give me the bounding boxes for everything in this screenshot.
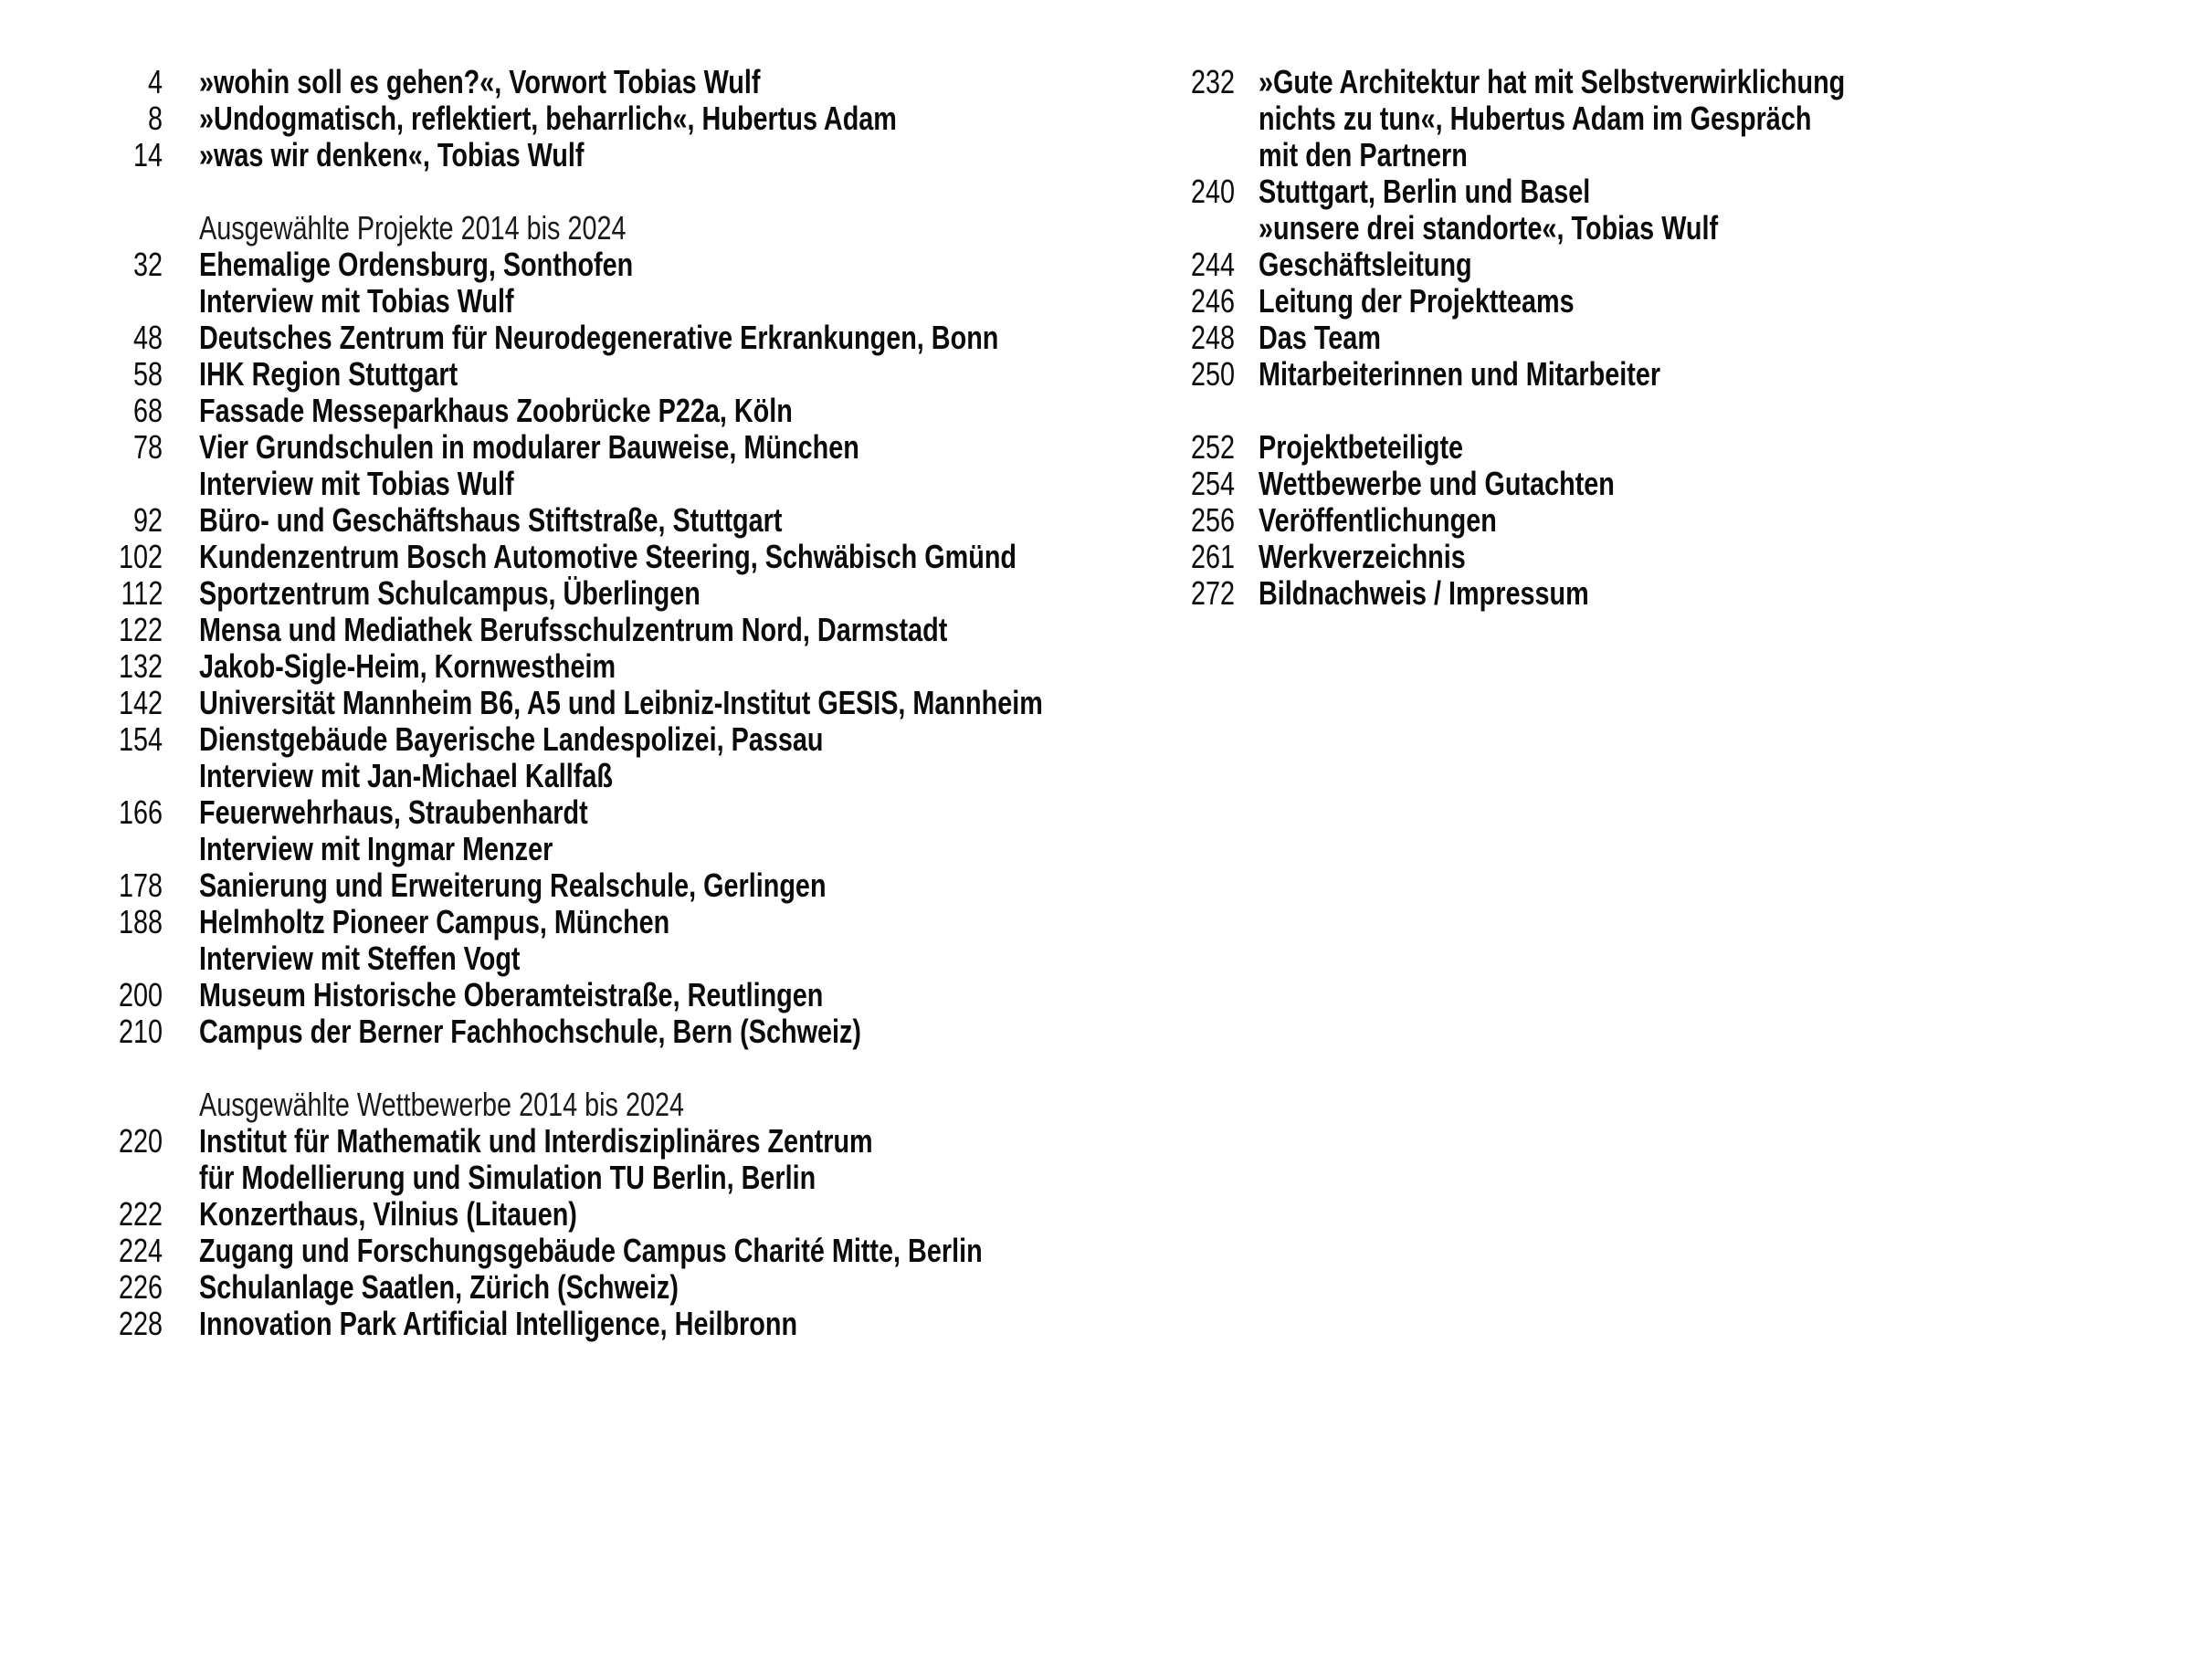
page-number-text: 48 xyxy=(132,319,163,356)
entry-title-text: Jakob-Sigle-Heim, Kornwestheim xyxy=(199,647,616,685)
page-number-text: 252 xyxy=(1190,428,1235,466)
toc-entry-continuation-line xyxy=(0,210,2191,247)
entry-title xyxy=(199,904,787,940)
page-number-text: 78 xyxy=(132,428,163,466)
page-number-text: 222 xyxy=(118,1195,163,1233)
toc-entry-line xyxy=(0,173,2191,210)
section-header-label-text: Ausgewählte Projekte 2014 bis 2024 xyxy=(199,209,627,247)
page-number xyxy=(0,1196,163,1233)
entry-title xyxy=(1259,539,1517,575)
entry-continuation xyxy=(199,758,716,794)
entry-title-text: Das Team xyxy=(1259,319,1381,356)
page-number xyxy=(0,721,163,758)
toc-entry-continuation-line xyxy=(0,1160,2191,1196)
entry-title-text: »Undogmatisch, reflektiert, beharrlich«, Hubertus Adam xyxy=(199,100,897,137)
page-number xyxy=(0,1233,163,1269)
entry-title-text: Mitarbeiterinnen und Mitarbeiter xyxy=(1259,355,1661,393)
entry-title xyxy=(199,1013,1027,1050)
page-number-text: 142 xyxy=(118,684,163,721)
page-number xyxy=(0,1123,163,1160)
toc-entry-line xyxy=(0,429,2191,466)
page-number-text: 92 xyxy=(132,501,163,539)
toc-entry-line xyxy=(0,721,2191,758)
toc-entry-continuation-line xyxy=(0,100,2191,137)
toc-entry-line xyxy=(0,283,2191,320)
page-number-text: 68 xyxy=(132,392,163,429)
entry-title-text: Vier Grundschulen in modularer Bauweise, München xyxy=(199,428,859,466)
entry-title xyxy=(1259,320,1411,356)
toc-gap xyxy=(0,393,2191,429)
entry-title-text: Bildnachweis / Impressum xyxy=(1259,574,1589,612)
toc-gap xyxy=(0,1050,2191,1087)
page-number xyxy=(1114,575,1235,612)
page-number-text: 248 xyxy=(1190,319,1235,356)
entry-title xyxy=(199,648,720,685)
entry-title xyxy=(1259,466,1703,502)
entry-title xyxy=(1259,283,1653,320)
page-number-text: 261 xyxy=(1190,538,1235,575)
page-number xyxy=(1114,173,1235,210)
page-number xyxy=(0,648,163,685)
page-number xyxy=(1114,283,1235,320)
page-number-text: 254 xyxy=(1190,465,1235,502)
entry-title-text: Feuerwehrhaus, Straubenhardt xyxy=(199,793,588,831)
page-number-text: 240 xyxy=(1190,173,1235,210)
entry-title xyxy=(199,685,1254,721)
toc-entry-line xyxy=(0,1013,2191,1050)
page-number-text: 256 xyxy=(1190,501,1235,539)
entry-title-text: Sportzentrum Schulcampus, Überlingen xyxy=(199,574,700,612)
entry-title-text: Büro- und Geschäftshaus Stiftstraße, Stuttgart xyxy=(199,501,783,539)
entry-title-text: Stuttgart, Berlin und Basel xyxy=(1259,173,1591,210)
entry-title xyxy=(1259,173,1673,210)
entry-title-text: Sanierung und Erweiterung Realschule, Gerlingen xyxy=(199,866,827,904)
toc-entry-line xyxy=(0,867,2191,904)
page-number xyxy=(0,1013,163,1050)
entry-continuation-text: nichts zu tun«, Hubertus Adam im Gespräch xyxy=(1259,100,1812,137)
entry-title-text: Campus der Berner Fachhochschule, Bern (Schweiz) xyxy=(199,1013,861,1050)
page-number-text: 32 xyxy=(132,246,163,283)
page-number xyxy=(1114,466,1235,502)
page-number xyxy=(0,794,163,831)
toc-entry-line xyxy=(0,977,2191,1013)
page-number xyxy=(0,977,163,1013)
entry-title xyxy=(1259,64,1992,100)
page-number-text: 200 xyxy=(118,976,163,1013)
page-number xyxy=(0,1269,163,1306)
page-number xyxy=(1114,247,1235,283)
entry-title-text: Leitung der Projektteams xyxy=(1259,282,1575,320)
entry-title xyxy=(1259,247,1525,283)
page-number-text: 224 xyxy=(118,1232,163,1269)
entry-title-text: Werkverzeichnis xyxy=(1259,538,1466,575)
section-header-label xyxy=(199,1087,806,1123)
entry-continuation-text: für Modellierung und Simulation TU Berlin, Berlin xyxy=(199,1159,816,1196)
toc-entry-line xyxy=(0,648,2191,685)
page-number xyxy=(1114,502,1235,539)
page-number xyxy=(0,904,163,940)
page-number xyxy=(0,867,163,904)
entry-continuation xyxy=(1259,137,1520,173)
toc-entry-line xyxy=(0,612,2191,648)
page-number-text: 250 xyxy=(1190,355,1235,393)
toc-entry-continuation-line xyxy=(0,137,2191,173)
entry-title-text: Ehemalige Ordensburg, Sonthofen xyxy=(199,246,634,283)
section-header-label-text: Ausgewählte Wettbewerbe 2014 bis 2024 xyxy=(199,1086,685,1123)
page-number-text: 246 xyxy=(1190,282,1235,320)
entry-title-text: »was wir denken«, Tobias Wulf xyxy=(199,136,585,173)
entry-continuation-text: Interview mit Jan-Michael Kallfaß xyxy=(199,757,613,794)
entry-continuation-text: Interview mit Ingmar Menzer xyxy=(199,830,553,867)
toc-entry-line xyxy=(0,794,2191,831)
entry-continuation-text: »unsere drei standorte«, Tobias Wulf xyxy=(1259,209,1719,247)
toc-entry-line xyxy=(0,1233,2191,1269)
page-number-text: 112 xyxy=(121,574,163,612)
toc-entry-continuation-line xyxy=(0,940,2191,977)
entry-title-text: Innovation Park Artificial Intelligence, Heilbronn xyxy=(199,1305,798,1342)
page-number xyxy=(1114,64,1235,100)
page-number-text: 132 xyxy=(118,647,163,685)
page-number-text: 228 xyxy=(118,1305,163,1342)
page-number xyxy=(1114,539,1235,575)
entry-title-text: Helmholtz Pioneer Campus, München xyxy=(199,903,670,940)
toc-entry-continuation-line xyxy=(0,758,2191,794)
entry-continuation-text: mit den Partnern xyxy=(1259,136,1468,173)
page-number-text: 4 xyxy=(147,63,163,100)
toc-entry-line xyxy=(0,320,2191,356)
entry-title-text: Universität Mannheim B6, A5 und Leibniz-Institut GESIS, Mannheim xyxy=(199,684,1043,721)
page-number xyxy=(0,1306,163,1342)
toc-entry-line xyxy=(0,904,2191,940)
page-number xyxy=(1114,429,1235,466)
page-number-text: 122 xyxy=(118,611,163,648)
entry-title-text: IHK Region Stuttgart xyxy=(199,355,458,393)
entry-title xyxy=(199,867,983,904)
toc-entry-line xyxy=(0,1123,2191,1160)
entry-continuation-text: Interview mit Tobias Wulf xyxy=(199,282,514,320)
entry-title xyxy=(1259,429,1514,466)
entry-title-text: Projektbeteiligte xyxy=(1259,428,1464,466)
page-number-text: 14 xyxy=(132,136,163,173)
toc-entry-line xyxy=(0,1196,2191,1233)
entry-title-text: Dienstgebäude Bayerische Landespolizei, Passau xyxy=(199,720,824,758)
page-number-text: 154 xyxy=(118,720,163,758)
page-number-text: 58 xyxy=(132,355,163,393)
entry-continuation xyxy=(199,1160,970,1196)
page-number-text: 232 xyxy=(1190,63,1235,100)
entry-continuation xyxy=(199,940,600,977)
toc-entry-line xyxy=(0,1306,2191,1342)
page-number xyxy=(0,685,163,721)
entry-title-text: Mensa und Mediathek Berufsschulzentrum Nord, Darmstadt xyxy=(199,611,948,648)
entry-continuation xyxy=(199,831,641,867)
entry-title-text: Veröffentlichungen xyxy=(1259,501,1497,539)
toc-entry-line xyxy=(0,247,2191,283)
page-number-text: 220 xyxy=(118,1122,163,1160)
entry-title-text: Zugang und Forschungsgebäude Campus Charité Mitte, Berlin xyxy=(199,1232,983,1269)
entry-title xyxy=(199,794,685,831)
toc-entry-line xyxy=(0,1269,2191,1306)
entry-title-text: Deutsches Zentrum für Neurodegenerative Erkrankungen, Bonn xyxy=(199,319,999,356)
toc-entry-line xyxy=(0,64,2191,100)
entry-continuation-text: Interview mit Tobias Wulf xyxy=(199,465,514,502)
toc-entry-line xyxy=(0,356,2191,393)
page-number-text: 188 xyxy=(118,903,163,940)
entry-title xyxy=(199,1269,798,1306)
entry-continuation xyxy=(1259,100,1950,137)
page-number xyxy=(0,612,163,648)
entry-title-text: Geschäftsleitung xyxy=(1259,246,1472,283)
entry-title-text: Konzerthaus, Vilnius (Litauen) xyxy=(199,1195,577,1233)
entry-title xyxy=(199,612,1134,648)
toc-entry-line xyxy=(0,575,2191,612)
entry-title xyxy=(199,1123,1041,1160)
entry-title xyxy=(1259,575,1671,612)
entry-title-text: Institut für Mathematik und Interdisziplinäres Zentrum xyxy=(199,1122,873,1160)
page-number-text: 226 xyxy=(118,1268,163,1306)
page-number xyxy=(1114,356,1235,393)
page-number-text: 272 xyxy=(1190,574,1235,612)
page-number-text: 210 xyxy=(118,1013,163,1050)
entry-title xyxy=(199,1306,947,1342)
entry-title-text: Fassade Messeparkhaus Zoobrücke P22a, Köln xyxy=(199,392,793,429)
toc-section-header xyxy=(0,1087,2191,1123)
entry-title xyxy=(1259,356,1761,393)
entry-title-text: »wohin soll es gehen?«, Vorwort Tobias Wulf xyxy=(199,63,761,100)
entry-continuation-text: Interview mit Steffen Vogt xyxy=(199,940,521,977)
entry-title xyxy=(199,1233,1178,1269)
toc-entry-continuation-line xyxy=(0,831,2191,867)
entry-title-text: Museum Historische Oberamteistraße, Reutlingen xyxy=(199,976,824,1013)
toc-entry-line xyxy=(0,685,2191,721)
entry-title-text: Schulanlage Saatlen, Zürich (Schweiz) xyxy=(199,1268,679,1306)
toc-entry-line xyxy=(0,502,2191,539)
entry-title-text: »Gute Architektur hat mit Selbstverwirklichung xyxy=(1259,63,1846,100)
page-number-text: 166 xyxy=(118,793,163,831)
toc-entry-line xyxy=(0,466,2191,502)
page-number-text: 102 xyxy=(118,538,163,575)
toc-entry-line xyxy=(0,539,2191,575)
entry-continuation xyxy=(1259,210,1833,247)
entry-title-text: Wettbewerbe und Gutachten xyxy=(1259,465,1615,502)
page-number-text: 8 xyxy=(147,100,163,137)
page-number xyxy=(1114,320,1235,356)
entry-title xyxy=(199,721,979,758)
entry-title-text: Kundenzentrum Bosch Automotive Steering, Schwäbisch Gmünd xyxy=(199,538,1017,575)
entry-title xyxy=(1259,502,1556,539)
page-number-text: 244 xyxy=(1190,246,1235,283)
entry-title xyxy=(199,1196,671,1233)
toc-column-right xyxy=(0,64,2191,612)
entry-title xyxy=(199,977,979,1013)
page-number-text: 178 xyxy=(118,866,163,904)
